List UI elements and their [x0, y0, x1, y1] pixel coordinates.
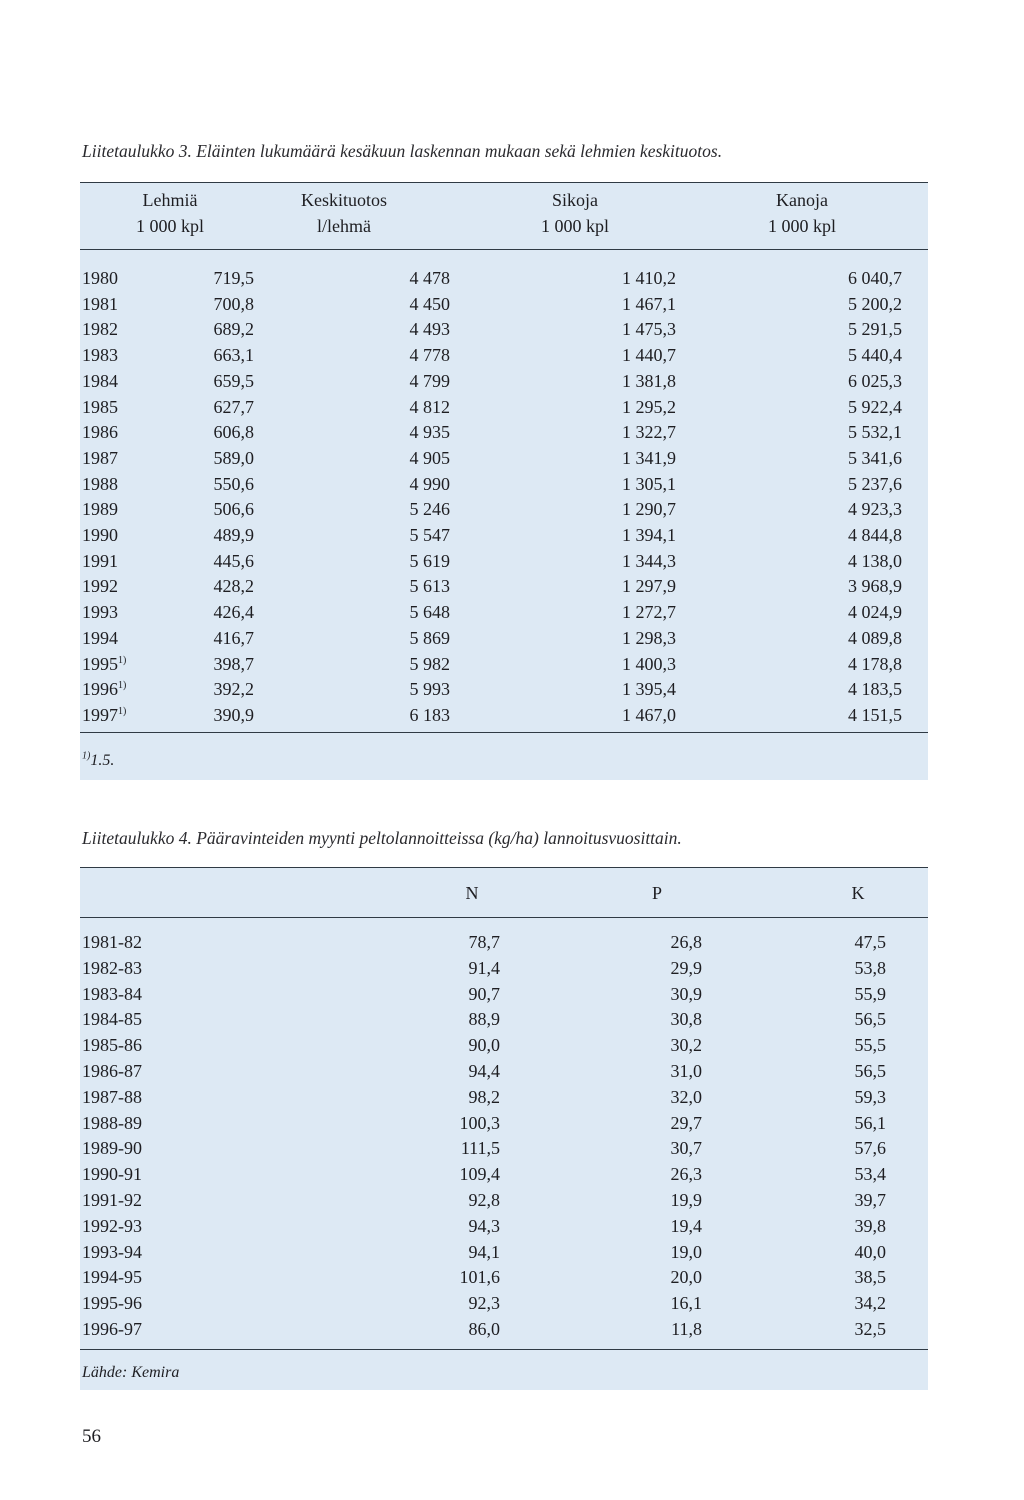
- row-footnote-mark: 1): [118, 680, 127, 692]
- table4-cell: 19,9: [670, 1190, 702, 1210]
- row-period: 1996-97: [82, 1319, 142, 1339]
- row-period: 1982-83: [82, 957, 142, 978]
- row-year-value: 1996: [82, 679, 118, 700]
- table4-cell: 39,8: [854, 1215, 886, 1236]
- table4-cell: 98,2: [468, 1086, 500, 1107]
- table4-cell: 40,0: [854, 1241, 886, 1262]
- table3-cell: 689,2: [213, 319, 254, 340]
- table4-cell: 59,3: [854, 1086, 886, 1107]
- table3-cell: 5 547: [409, 525, 450, 545]
- table4-cell: 94,3: [468, 1215, 500, 1236]
- table4-cell: 55,5: [854, 1035, 886, 1056]
- table3-cell: 5 869: [409, 627, 450, 648]
- table3-cell: 6 040,7: [848, 268, 902, 288]
- table3-cell: 4 923,3: [848, 499, 902, 520]
- table3-cell: 445,6: [213, 550, 254, 571]
- table4-cell: 26,8: [670, 932, 702, 952]
- row-year-value: 1983: [82, 345, 118, 366]
- table3-cell: 5 993: [409, 679, 450, 700]
- table3-cell: 1 297,9: [622, 576, 676, 597]
- row-period: 1994-95: [82, 1267, 142, 1288]
- table3-cell: 1 344,3: [622, 550, 676, 571]
- table4-cell: 20,0: [670, 1267, 702, 1288]
- table4-cell: 30,9: [670, 983, 702, 1004]
- row-period: 1985-86: [82, 1035, 142, 1056]
- column-header-name: Sikoja: [551, 190, 598, 210]
- table3-cell: 5 291,5: [848, 319, 902, 340]
- table3-cell: 1 298,3: [622, 627, 676, 648]
- table3-cell: 5 648: [409, 602, 450, 623]
- table4-source: Lähde: Kemira: [82, 1364, 180, 1381]
- table3-cell: 5 341,6: [848, 447, 902, 468]
- row-year-value: 1989: [82, 499, 118, 520]
- row-period: 1993-94: [82, 1241, 142, 1262]
- table3-cell: 4 493: [409, 319, 450, 340]
- table3-cell: 589,0: [213, 447, 254, 468]
- table4-cell: 39,7: [854, 1190, 886, 1210]
- table3-caption: Liitetaulukko 3. Eläinten lukumäärä kesäkuun laskennan mukaan sekä lehmien keskituotos.: [82, 141, 723, 161]
- table4-cell: 90,0: [468, 1035, 500, 1056]
- table4-cell: 86,0: [468, 1319, 500, 1339]
- column-header-unit: l/lehmä: [317, 216, 371, 236]
- table3-cell: 4 178,8: [848, 653, 902, 674]
- column-header-unit: 1 000 kpl: [767, 216, 836, 236]
- table3-cell: 1 395,4: [622, 679, 676, 700]
- table3-cell: 1 467,1: [622, 293, 676, 314]
- table3-cell: 426,4: [213, 602, 254, 623]
- table4-cell: 32,5: [854, 1319, 886, 1339]
- table4-cell: 94,1: [468, 1241, 500, 1262]
- table3-cell: 4 151,5: [848, 704, 902, 725]
- row-period: 1990-91: [82, 1164, 142, 1185]
- table3-cell: 5 532,1: [848, 422, 902, 443]
- row-period: 1986-87: [82, 1061, 142, 1081]
- row-year-value: 1988: [82, 473, 118, 494]
- row-year-value: 1990: [82, 525, 118, 545]
- table3-cell: 1 272,7: [622, 602, 676, 623]
- row-period: 1984-85: [82, 1009, 142, 1030]
- table3-top-rule: [80, 182, 928, 183]
- row-year-value: 1994: [82, 627, 118, 648]
- table4-cell: 57,6: [854, 1138, 886, 1159]
- table3-cell: 4 478: [409, 268, 450, 288]
- table3-cell: 6 183: [409, 704, 450, 725]
- table3-cell: 5 237,6: [848, 473, 902, 494]
- row-year-value: 1997: [82, 704, 118, 725]
- table4-cell: 29,7: [670, 1112, 702, 1133]
- table4-cell: 56,5: [854, 1009, 886, 1030]
- table3-cell: 4 089,8: [848, 627, 902, 648]
- row-year-value: 1981: [82, 293, 118, 314]
- table3-cell: 4 905: [409, 447, 450, 468]
- row-year-value: 1992: [82, 576, 118, 597]
- column-header-name: Lehmiä: [142, 190, 198, 210]
- table4-cell: 30,2: [670, 1035, 702, 1056]
- column-header-name: Kanoja: [776, 190, 828, 210]
- table4-header-rule: [80, 917, 928, 918]
- row-footnote-mark: 1): [118, 654, 127, 666]
- table3-cell: 1 394,1: [622, 525, 676, 545]
- table3-cell: 1 341,9: [622, 447, 676, 468]
- row-year-value: 1993: [82, 602, 118, 623]
- table3-cell: 4 183,5: [848, 679, 902, 700]
- table3-cell: 4 138,0: [848, 550, 902, 571]
- table4-cell: 56,1: [854, 1112, 886, 1133]
- table3-cell: 4 024,9: [848, 602, 902, 623]
- table3-cell: 5 613: [409, 576, 450, 597]
- row-year-value: 1986: [82, 422, 118, 443]
- table3-header-rule: [80, 249, 928, 250]
- table4-cell: 88,9: [468, 1009, 500, 1030]
- table3-cell: 6 025,3: [848, 370, 902, 391]
- table4-cell: 31,0: [670, 1061, 702, 1081]
- table3-cell: 1 290,7: [622, 499, 676, 520]
- table4-cell: 11,8: [671, 1319, 702, 1339]
- table4-cell: 26,3: [670, 1164, 702, 1185]
- table3-cell: 4 450: [409, 293, 450, 314]
- row-footnote-mark: 1): [118, 705, 127, 717]
- table3-cell: 416,7: [213, 627, 254, 648]
- table4-cell: 109,4: [459, 1164, 500, 1185]
- table4-cell: 38,5: [854, 1267, 886, 1288]
- row-period: 1991-92: [82, 1190, 142, 1210]
- table4-cell: 111,5: [460, 1138, 500, 1159]
- table4-top-rule: [80, 867, 928, 868]
- row-year-value: 1987: [82, 447, 118, 468]
- column-header: N: [465, 883, 479, 903]
- table4: [80, 867, 928, 1390]
- table3-cell: 1 305,1: [622, 473, 676, 494]
- table3-bottom-rule: [80, 732, 928, 733]
- table3-cell: 5 440,4: [848, 345, 902, 366]
- table3-cell: 659,5: [213, 370, 254, 391]
- table3-cell: 5 200,2: [848, 293, 902, 314]
- row-period: 1983-84: [82, 983, 142, 1004]
- column-header-unit: 1 000 kpl: [135, 216, 204, 236]
- table4-cell: 30,7: [670, 1138, 702, 1159]
- row-year-value: 1982: [82, 319, 118, 340]
- table3-cell: 4 812: [409, 396, 450, 417]
- row-period: 1987-88: [82, 1086, 142, 1107]
- row-period: 1988-89: [82, 1112, 142, 1133]
- table4-caption: Liitetaulukko 4. Pääravinteiden myynti peltolannoitteissa (kg/ha) lannoitusvuosittain.: [82, 828, 682, 848]
- row-period: 1989-90: [82, 1138, 142, 1159]
- table4-cell: 19,0: [670, 1241, 702, 1262]
- column-header-name: Keskituotos: [300, 190, 387, 210]
- table3-cell: 4 935: [409, 422, 450, 443]
- table4-cell: 16,1: [670, 1293, 702, 1314]
- table4-cell: 53,8: [854, 957, 886, 978]
- table3-cell: 489,9: [213, 525, 254, 545]
- table4-cell: 32,0: [670, 1086, 702, 1107]
- table3-cell: 392,2: [213, 679, 254, 700]
- table3-cell: 390,9: [213, 704, 254, 725]
- table4-cell: 92,3: [468, 1293, 500, 1314]
- table3-cell: 1 467,0: [622, 704, 676, 725]
- row-period: 1981-82: [82, 932, 142, 952]
- table3-cell: 5 982: [409, 653, 450, 674]
- row-period: 1992-93: [82, 1215, 142, 1236]
- table3-cell: 1 322,7: [622, 422, 676, 443]
- page-number: 56: [82, 1426, 101, 1447]
- table4-cell: 90,7: [468, 983, 500, 1004]
- table3-cell: 606,8: [213, 422, 254, 443]
- table3-cell: 5 619: [409, 550, 450, 571]
- table3-cell: 5 246: [409, 499, 450, 520]
- table4-cell: 19,4: [670, 1215, 702, 1236]
- table4-cell: 56,5: [854, 1061, 886, 1081]
- table4-cell: 53,4: [854, 1164, 886, 1185]
- table3-cell: 4 844,8: [848, 525, 902, 545]
- column-header: K: [851, 883, 865, 903]
- table3-cell: 4 990: [409, 473, 450, 494]
- table4-cell: 47,5: [854, 932, 886, 952]
- table4-cell: 101,6: [459, 1267, 500, 1288]
- row-year-value: 1991: [82, 550, 118, 571]
- row-year-value: 1995: [82, 653, 118, 674]
- table3-cell: 4 778: [409, 345, 450, 366]
- table4-cell: 30,8: [670, 1009, 702, 1030]
- table3-cell: 5 922,4: [848, 396, 902, 417]
- table3-cell: 428,2: [213, 576, 254, 597]
- table3-cell: 1 381,8: [622, 370, 676, 391]
- row-year-value: 1985: [82, 396, 118, 417]
- table3-cell: 663,1: [213, 345, 254, 366]
- table3-footnote: $^{1)}$1.5.: [82, 750, 115, 769]
- table4-cell: 55,9: [854, 983, 886, 1004]
- column-header-unit: 1 000 kpl: [540, 216, 609, 236]
- table4-cell: 29,9: [670, 957, 702, 978]
- table3-cell: 1 295,2: [622, 396, 676, 417]
- table3-cell: 4 799: [409, 370, 450, 391]
- table3-cell: 398,7: [213, 653, 254, 674]
- table3-cell: 1 400,3: [622, 653, 676, 674]
- table3-cell: 1 475,3: [622, 319, 676, 340]
- table4-cell: 34,2: [854, 1293, 886, 1314]
- row-year-value: 1984: [82, 370, 118, 391]
- table3-cell: 1 410,2: [622, 268, 676, 288]
- column-header: P: [651, 883, 662, 903]
- table3-cell: 700,8: [213, 293, 254, 314]
- table4-bottom-rule: [80, 1349, 928, 1350]
- table3-cell: 506,6: [213, 499, 254, 520]
- table3-cell: 1 440,7: [622, 345, 676, 366]
- table4-cell: 94,4: [468, 1061, 500, 1081]
- table4-cell: 78,7: [468, 932, 500, 952]
- table3: [80, 182, 928, 780]
- table3-cell: 3 968,9: [848, 576, 902, 597]
- table4-cell: 100,3: [459, 1112, 500, 1133]
- table3-cell: 719,5: [213, 268, 254, 288]
- table4-cell: 92,8: [468, 1190, 500, 1210]
- row-period: 1995-96: [82, 1293, 142, 1314]
- row-year-value: 1980: [82, 268, 118, 288]
- table4-cell: 91,4: [468, 957, 500, 978]
- table3-cell: 627,7: [213, 396, 254, 417]
- table3-cell: 550,6: [213, 473, 254, 494]
